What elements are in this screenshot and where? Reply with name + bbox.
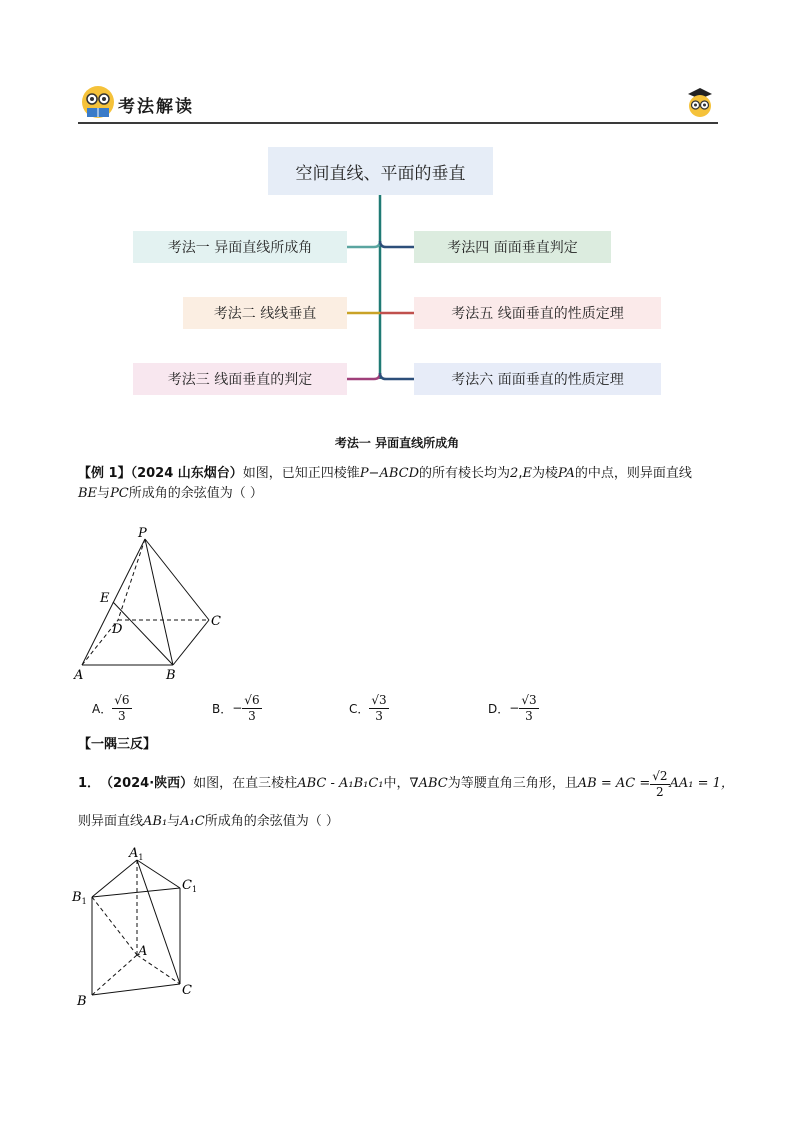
prism-figure (66, 842, 216, 1012)
fraction-denominator: 3 (375, 709, 383, 723)
example-source: （2024 山东烟台） (130, 466, 243, 481)
option-label: B． (212, 701, 233, 716)
option-fraction (242, 692, 261, 724)
question1-line2 (78, 812, 339, 832)
minus-sign: − (509, 701, 520, 715)
label-C: C (182, 983, 192, 998)
option-d[interactable] (488, 690, 539, 726)
header-title: 考法解读 (118, 97, 194, 117)
fraction-denominator: 3 (118, 709, 126, 723)
question-text: 所成角的余弦值为（ ） (204, 814, 339, 829)
pyramid-name: P−ABCD (359, 466, 420, 481)
practice-title: 【一隅三反】 (78, 737, 157, 752)
example-text: 与 (97, 486, 111, 501)
option-a[interactable] (92, 690, 132, 726)
label-B: B (77, 994, 87, 1009)
fraction-denominator: 2 (656, 785, 664, 799)
option-fraction (369, 692, 388, 724)
minus-sign: − (232, 701, 243, 715)
mindmap-node-method3: 考法三 线面垂直的判定 (133, 363, 347, 395)
mindmap-node-method2: 考法二 线线垂直 (183, 297, 347, 329)
label-A: A (138, 944, 148, 959)
label-E: E (100, 591, 110, 606)
question-text: 中， (383, 776, 410, 791)
question-text: 如图，在直三棱柱 (193, 776, 298, 791)
label-B1: $B_1$ (72, 890, 87, 906)
label-B: B (166, 668, 176, 683)
example-text: 所成角的余弦值为（ ） (128, 486, 263, 501)
option-label: C． (349, 701, 370, 716)
example-text: 为棱 (531, 466, 558, 481)
segment-label: AB₁ (143, 814, 168, 829)
mindmap-node-method5: 考法五 线面垂直的性质定理 (414, 297, 661, 329)
segment-label: PA (557, 466, 575, 481)
option-label: D． (488, 701, 510, 716)
example-text: 的中点，则异面直线 (574, 466, 692, 481)
section-title: 考法一 异面直线所成角 (334, 436, 460, 450)
equation-part: AB = AC = (577, 776, 651, 791)
fraction-numerator: √6 (244, 693, 260, 707)
fraction-numerator: √3 (371, 693, 387, 707)
option-c[interactable] (349, 690, 389, 726)
question1-line1 (78, 766, 738, 802)
label-C1: $C_1$ (182, 878, 198, 894)
option-fraction (112, 692, 131, 724)
equation-fraction (650, 768, 669, 800)
example1-statement (78, 464, 728, 504)
prism-name: ABC - A₁B₁C₁ (297, 776, 384, 791)
question-number: 1． (78, 776, 101, 791)
option-fraction (519, 692, 538, 724)
label-D: D (112, 622, 123, 637)
fraction-denominator: 3 (248, 709, 256, 723)
label-C: C (211, 614, 221, 629)
question-source: （2024·陕西） (100, 776, 194, 791)
label-P: P (138, 526, 147, 541)
example-tag: 【例 1】 (78, 466, 131, 481)
segment-label: PC (110, 486, 129, 501)
option-label: A． (92, 701, 113, 716)
example-text: 的所有棱长均为 (419, 466, 511, 481)
equation-part: AA₁ = 1， (669, 776, 734, 791)
triangle-name: ∇ABC (409, 776, 448, 791)
example-text: 如图，已知正四棱锥 (242, 466, 360, 481)
fraction-numerator: √6 (114, 693, 130, 707)
question-text: 为等腰直角三角形，且 (447, 776, 578, 791)
mindmap-node-method4: 考法四 面面垂直判定 (414, 231, 611, 263)
segment-label: BE (78, 486, 98, 501)
mindmap-connectors (0, 0, 794, 420)
pyramid-figure (66, 522, 236, 687)
mindmap-node-method1: 考法一 异面直线所成角 (133, 231, 347, 263)
example-text: , (518, 466, 523, 481)
label-A: A (74, 668, 84, 683)
segment-label: A₁C (180, 814, 205, 829)
mindmap-node-method6: 考法六 面面垂直的性质定理 (414, 363, 661, 395)
option-b[interactable] (212, 690, 262, 726)
label-A1: $A_1$ (129, 846, 144, 862)
question-text: 则异面直线 (78, 814, 144, 829)
fraction-denominator: 3 (525, 709, 533, 723)
point-label: E (522, 466, 532, 481)
mindmap-center-node: 空间直线、平面的垂直 (268, 147, 493, 195)
fraction-numerator: √2 (652, 769, 668, 783)
edge-length: 2 (510, 466, 519, 481)
question-text: 与 (167, 814, 181, 829)
fraction-numerator: √3 (521, 693, 537, 707)
